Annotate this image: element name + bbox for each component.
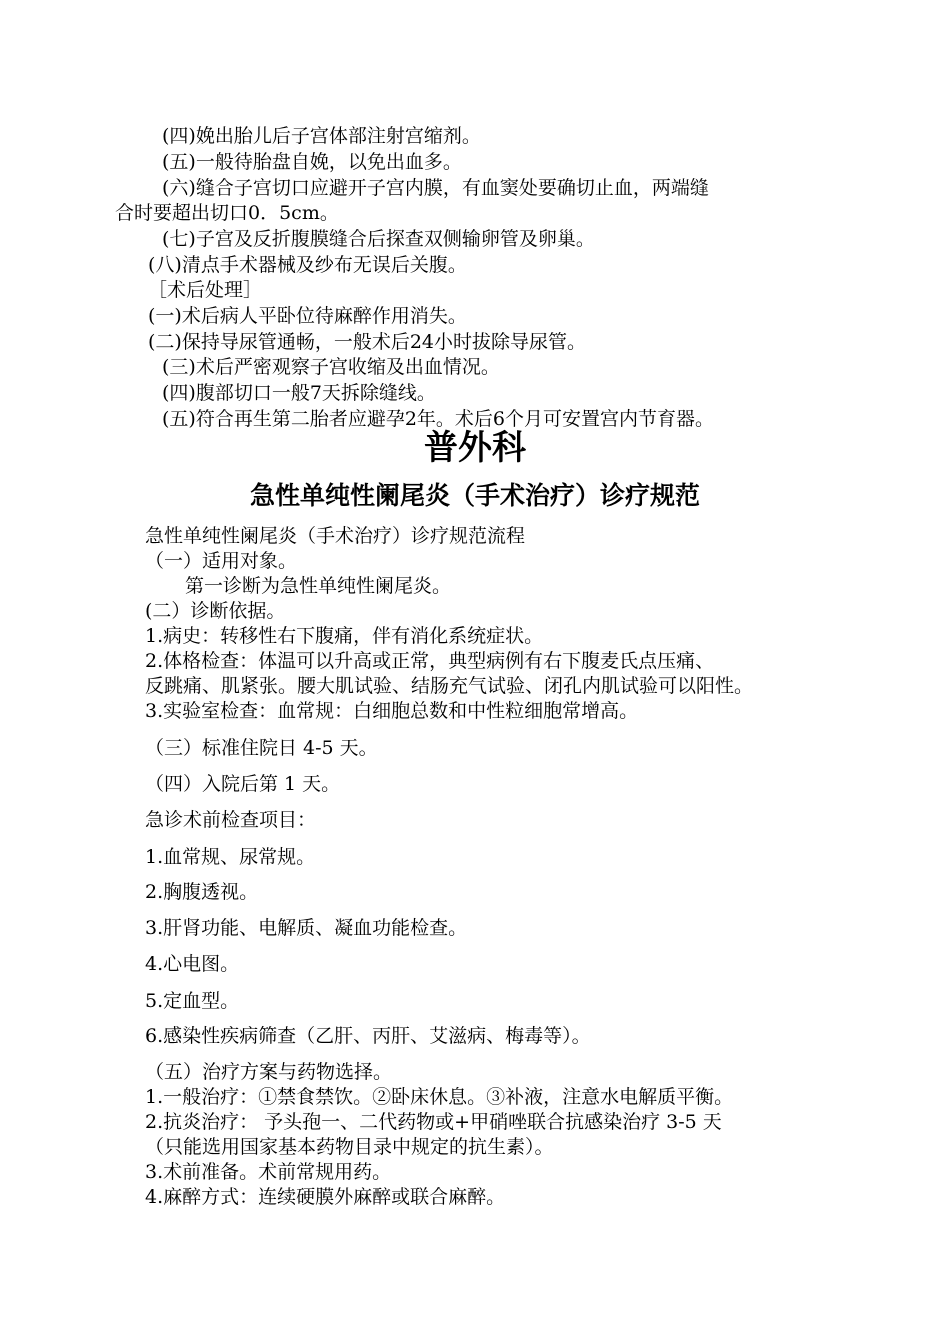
text-line: 3.术前准备。术前常规用药。 <box>145 1161 392 1183</box>
text-line: (二）诊断依据。 <box>145 600 286 622</box>
text-line: 2.体格检查：体温可以升高或正常，典型病例有右下腹麦氏点压痛、 <box>145 650 715 672</box>
text-line: 1.一般治疗：①禁食禁饮。②卧床休息。③补液，注意水电解质平衡。 <box>145 1086 734 1108</box>
text-line: 急性单纯性阑尾炎（手术治疗）诊疗规范流程 <box>145 525 526 547</box>
text-line: 3.肝肾功能、电解质、凝血功能检查。 <box>145 917 468 939</box>
text-line: 1.病史：转移性右下腹痛，伴有消化系统症状。 <box>145 625 544 647</box>
text-line: 6.感染性疾病筛查（乙肝、丙肝、艾滋病、梅毒等）。 <box>145 1025 591 1047</box>
text-line: 1.血常规、尿常规。 <box>145 846 316 868</box>
text-line: 第一诊断为急性单纯性阑尾炎。 <box>185 575 452 597</box>
text-line: （一）适用对象。 <box>145 550 298 572</box>
text-line: 4.心电图。 <box>145 953 240 975</box>
text-line: (五)一般待胎盘自娩，以免出血多。 <box>162 151 462 173</box>
text-line: 反跳痛、肌紧张。腰大肌试验、结肠充气试验、闭孔内肌试验可以阳性。 <box>145 675 754 697</box>
text-line: 3.实验室检查：血常规：白细胞总数和中性粒细胞常增高。 <box>145 700 639 722</box>
text-line: 急诊术前检查项目： <box>145 809 317 831</box>
text-line: (三)术后严密观察子宫收缩及出血情况。 <box>162 356 500 378</box>
text-line: （四）入院后第 1 天。 <box>145 773 341 795</box>
text-line: 2.胸腹透视。 <box>145 881 259 903</box>
text-line: (六)缝合子宫切口应避开子宫内膜，有血窦处要确切止血，两端缝 <box>162 177 709 199</box>
text-line: (四)腹部切口一般7天拆除缝线。 <box>162 382 436 404</box>
text-line: 合时要超出切口0．5cm。 <box>115 202 339 224</box>
text-line: （五）治疗方案与药物选择。 <box>145 1061 393 1083</box>
text-line: (七)子宫及反折腹膜缝合后探查双侧输卵管及卵巢。 <box>162 228 595 250</box>
text-line: (一)术后病人平卧位待麻醉作用消失。 <box>148 305 467 327</box>
text-line: 5.定血型。 <box>145 990 240 1012</box>
text-line: (五)符合再生第二胎者应避孕2年。术后6个月可安置宫内节育器。 <box>162 408 715 430</box>
text-line: (二)保持导尿管通畅，一般术后24小时拔除导尿管。 <box>148 331 587 353</box>
document-title: 急性单纯性阑尾炎（手术治疗）诊疗规范 <box>249 481 700 510</box>
text-line: (四)娩出胎儿后子宫体部注射宫缩剂。 <box>162 125 481 147</box>
text-line: 2.抗炎治疗： 予头孢一、二代药物或+甲硝唑联合抗感染治疗 3-5 天 <box>145 1111 722 1133</box>
text-line: （三）标准住院日 4-5 天。 <box>145 737 378 759</box>
section-heading: ［术后处理］ <box>148 279 263 301</box>
text-line: （只能选用国家基本药物目录中规定的抗生素）。 <box>145 1136 554 1158</box>
text-line: (八)清点手术器械及纱布无误后关腹。 <box>148 254 467 276</box>
department-heading: 普外科 <box>424 428 526 468</box>
text-line: 4.麻醉方式：连续硬膜外麻醉或联合麻醉。 <box>145 1186 506 1208</box>
